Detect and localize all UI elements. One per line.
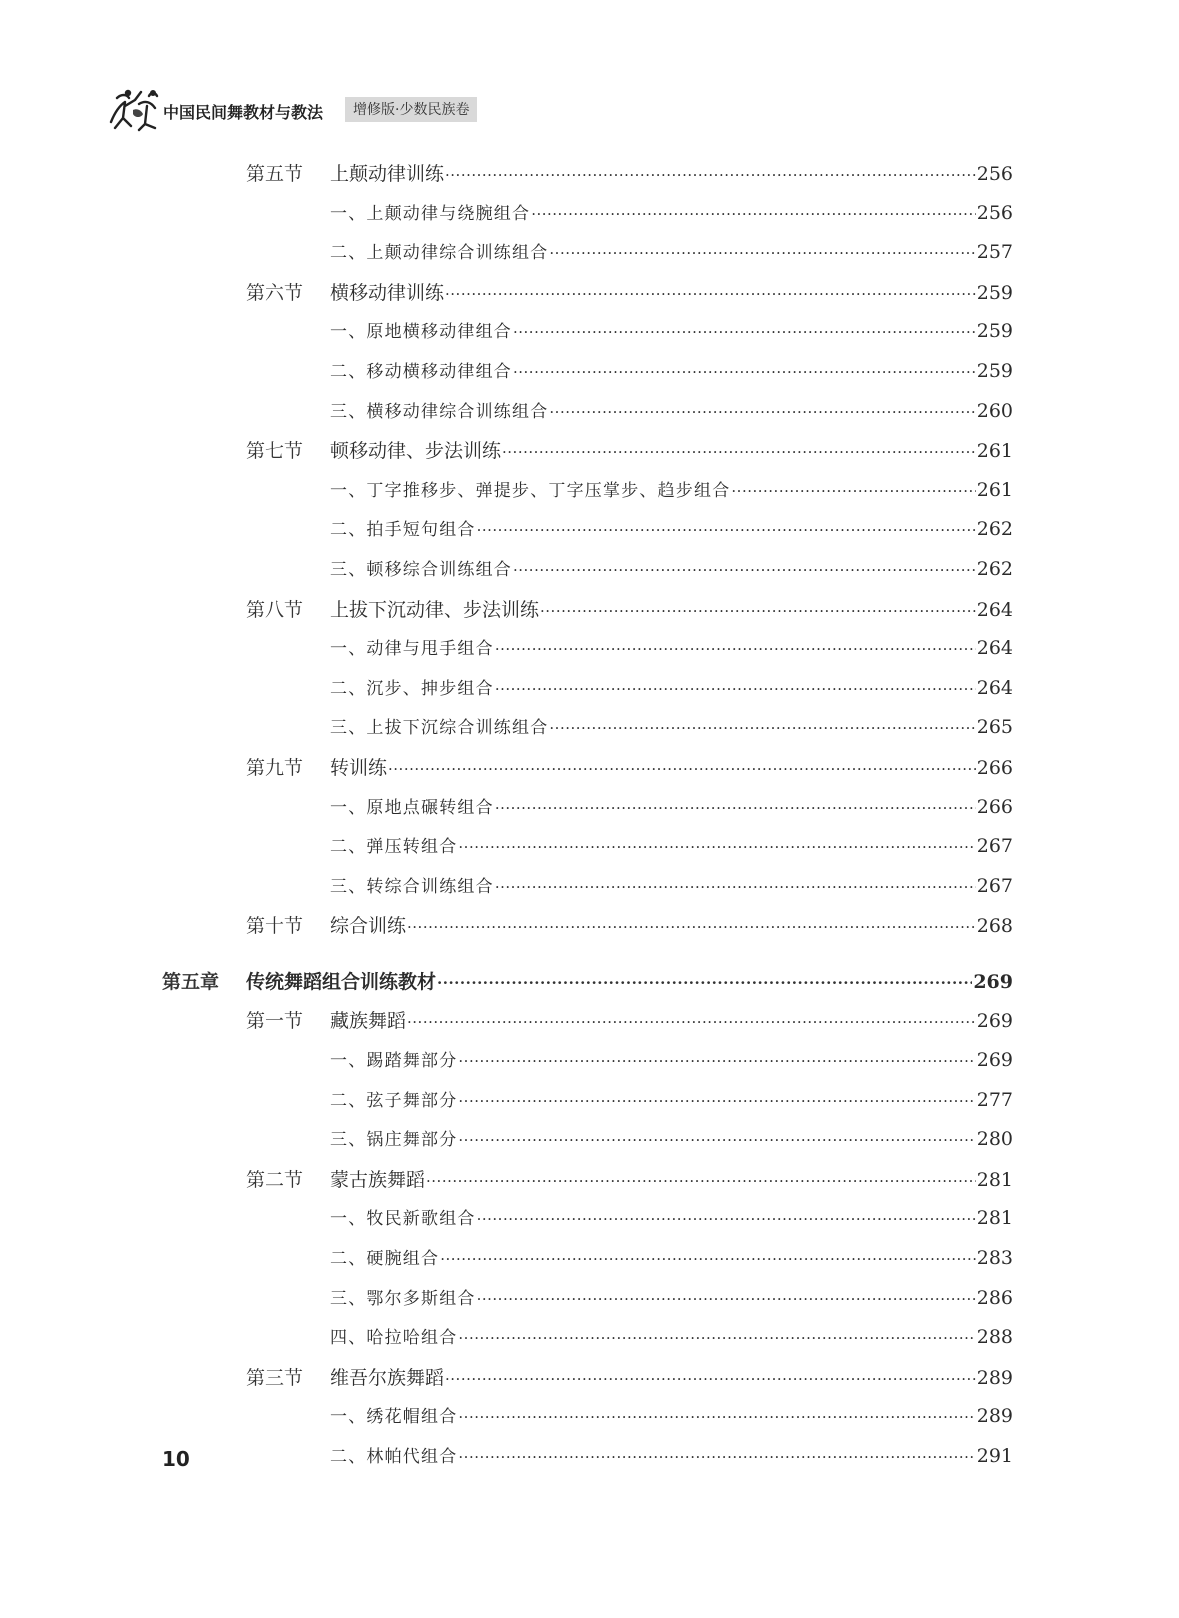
toc-title: 转训练 [330, 756, 388, 779]
toc-page-number: 256 [976, 163, 1013, 185]
toc-title: 三、转综合训练组合 [330, 876, 494, 897]
dot-leader [407, 1013, 976, 1031]
toc-title: 一、原地横移动律组合 [330, 322, 512, 343]
toc-page-number: 262 [976, 557, 1013, 580]
toc-item-entry[interactable] [0, 1280, 1179, 1320]
toc-line [330, 1204, 1013, 1229]
toc-line [330, 397, 1013, 422]
toc-section-label: 第七节 [246, 440, 304, 463]
toc-title: 上颠动律训练 [330, 163, 445, 185]
dot-leader [458, 838, 975, 856]
toc-line [330, 278, 1013, 305]
toc-section-label: 第一节 [246, 1010, 304, 1033]
toc-item-entry[interactable] [0, 551, 1179, 591]
dot-leader [477, 1210, 976, 1228]
toc-page-number: 289 [976, 1405, 1013, 1428]
toc-section-label: 第二节 [246, 1168, 304, 1191]
toc-chapter-label: 第五章 [162, 970, 220, 993]
toc-page-number: 256 [976, 201, 1013, 224]
toc-item-entry[interactable] [0, 1398, 1179, 1438]
toc-line [330, 832, 1013, 857]
dot-leader [495, 680, 976, 698]
toc-title: 一、踢踏舞部分 [330, 1051, 458, 1072]
toc-title: 一、动律与甩手组合 [330, 639, 494, 660]
toc-page-number: 264 [976, 676, 1013, 699]
dot-leader [458, 1448, 975, 1466]
toc-page-number: 260 [976, 399, 1013, 422]
dot-leader [388, 760, 976, 778]
toc-line [330, 595, 1013, 622]
dot-leader [549, 244, 975, 262]
toc-page-number: 268 [976, 915, 1013, 938]
toc-title: 横移动律训练 [330, 281, 445, 304]
dot-leader [458, 1092, 975, 1110]
toc-item-entry[interactable] [0, 511, 1179, 551]
toc-item-entry[interactable] [0, 1082, 1179, 1122]
toc-line [330, 1284, 1013, 1309]
toc-section-entry[interactable] [0, 1359, 1179, 1399]
toc-section-label: 第三节 [246, 1366, 304, 1389]
toc-line [330, 515, 1013, 540]
toc-title: 二、弹压转组合 [330, 837, 458, 858]
toc-page-number: 269 [976, 1010, 1013, 1033]
toc-line [330, 317, 1013, 342]
toc-section-entry[interactable] [0, 1002, 1179, 1042]
table-of-contents [0, 155, 1179, 1478]
toc-item-entry[interactable] [0, 472, 1179, 512]
dot-leader [495, 878, 976, 896]
toc-page-number: 286 [976, 1286, 1013, 1309]
toc-title: 二、移动横移动律组合 [330, 361, 512, 382]
toc-title: 顿移动律、步法训练 [330, 440, 502, 463]
dot-leader [477, 1290, 976, 1308]
toc-line [330, 1165, 1013, 1192]
toc-section-entry[interactable] [0, 1161, 1179, 1201]
toc-page-number: 261 [976, 440, 1013, 463]
toc-line [246, 967, 1013, 994]
book-title: 中国民间舞教材与教法 [163, 103, 324, 122]
toc-page-number: 259 [976, 359, 1013, 382]
toc-item-entry[interactable] [0, 1240, 1179, 1280]
toc-page-number: 259 [976, 281, 1013, 304]
toc-title: 三、上拔下沉综合训练组合 [330, 718, 549, 739]
toc-title: 二、拍手短句组合 [330, 520, 476, 541]
toc-line [330, 674, 1013, 699]
toc-line [330, 793, 1013, 818]
toc-title: 蒙古族舞蹈 [330, 1168, 426, 1191]
toc-line [330, 159, 1013, 186]
toc-page-number: 289 [976, 1366, 1013, 1389]
toc-item-entry[interactable] [0, 195, 1179, 235]
dot-leader [549, 403, 975, 421]
toc-page-number: 280 [976, 1128, 1013, 1151]
dot-leader [458, 1329, 975, 1347]
toc-title: 二、上颠动律综合训练组合 [330, 243, 549, 264]
toc-item-entry[interactable] [0, 1319, 1179, 1359]
toc-title: 传统舞蹈组合训练教材 [246, 970, 437, 993]
dot-leader [731, 482, 975, 500]
toc-section-entry[interactable] [0, 432, 1179, 472]
running-header [105, 84, 525, 134]
dot-leader [458, 1052, 975, 1070]
toc-line [330, 436, 1013, 463]
dot-leader [502, 443, 976, 461]
toc-line [330, 1442, 1013, 1467]
toc-title: 二、弦子舞部分 [330, 1090, 458, 1111]
toc-line [330, 1006, 1013, 1033]
dot-leader [477, 521, 976, 539]
toc-title: 三、横移动律综合训练组合 [330, 401, 549, 422]
toc-title: 一、丁字推移步、弹提步、丁字压掌步、趋步组合 [330, 480, 731, 501]
toc-line [330, 357, 1013, 382]
toc-title: 三、锅庄舞部分 [330, 1130, 458, 1151]
edition-badge: 增修版·少数民族卷 [345, 97, 477, 122]
toc-page-number: 265 [976, 716, 1013, 739]
toc-item-entry[interactable] [0, 393, 1179, 433]
toc-line [330, 1363, 1013, 1390]
toc-title: 二、沉步、抻步组合 [330, 678, 494, 699]
dot-leader [440, 1250, 976, 1268]
dot-leader [458, 1408, 975, 1426]
toc-page-number: 291 [976, 1445, 1013, 1467]
toc-line [330, 753, 1013, 780]
toc-line [330, 1323, 1013, 1348]
toc-section-label: 第九节 [246, 756, 304, 779]
toc-page-number: 281 [976, 1207, 1013, 1230]
toc-line [330, 555, 1013, 580]
toc-item-entry[interactable] [0, 234, 1179, 274]
dot-leader [513, 363, 976, 381]
toc-section-label: 第十节 [246, 915, 304, 938]
toc-page-number: 259 [976, 320, 1013, 343]
toc-title: 三、顿移综合训练组合 [330, 559, 512, 580]
toc-page-number: 266 [976, 756, 1013, 779]
dancer-logo-icon [105, 84, 163, 134]
page-number: 10 [162, 1447, 190, 1471]
dot-leader [458, 1131, 975, 1149]
dot-leader [495, 799, 976, 817]
dot-leader [540, 602, 976, 620]
toc-item-entry[interactable] [0, 630, 1179, 670]
dot-leader [426, 1172, 976, 1190]
toc-title: 二、硬腕组合 [330, 1249, 440, 1270]
toc-line [330, 199, 1013, 224]
toc-title: 二、林帕代组合 [330, 1447, 458, 1467]
toc-line [330, 1125, 1013, 1150]
toc-page-number: 269 [976, 1049, 1013, 1072]
toc-item-entry[interactable] [0, 709, 1179, 749]
toc-title: 上拔下沉动律、步法训练 [330, 598, 540, 621]
toc-section-entry[interactable] [0, 155, 1179, 195]
toc-page-number: 283 [976, 1247, 1013, 1270]
toc-item-entry[interactable] [0, 1200, 1179, 1240]
toc-page-number: 261 [976, 478, 1013, 501]
toc-line [330, 872, 1013, 897]
toc-line [330, 634, 1013, 659]
toc-section-entry[interactable] [0, 749, 1179, 789]
toc-item-entry[interactable] [0, 670, 1179, 710]
toc-line [330, 1086, 1013, 1111]
dot-leader [549, 719, 975, 737]
toc-item-entry[interactable] [0, 789, 1179, 829]
dot-leader [437, 974, 972, 992]
dot-leader [513, 561, 976, 579]
toc-line [330, 476, 1013, 501]
dot-leader [495, 640, 976, 658]
toc-section-label: 第八节 [246, 598, 304, 621]
toc-line [330, 1244, 1013, 1269]
toc-line [330, 911, 1013, 938]
toc-page-number: 269 [973, 970, 1013, 993]
dot-leader [407, 918, 976, 936]
dot-leader [445, 285, 976, 303]
toc-page-number: 277 [976, 1088, 1013, 1111]
toc-item-entry[interactable] [0, 1121, 1179, 1161]
toc-section-entry[interactable] [0, 907, 1179, 947]
toc-title: 维吾尔族舞蹈 [330, 1366, 445, 1389]
toc-item-entry[interactable] [0, 828, 1179, 868]
toc-page-number: 288 [976, 1326, 1013, 1349]
toc-line [330, 713, 1013, 738]
toc-item-entry[interactable] [0, 313, 1179, 353]
dot-leader [445, 1370, 976, 1388]
toc-line [330, 1402, 1013, 1427]
toc-page-number: 281 [976, 1168, 1013, 1191]
toc-page-number: 262 [976, 518, 1013, 541]
toc-item-entry[interactable] [0, 1042, 1179, 1082]
toc-title: 一、牧民新歌组合 [330, 1209, 476, 1230]
toc-page-number: 264 [976, 637, 1013, 660]
toc-title: 一、上颠动律与绕腕组合 [330, 203, 531, 224]
toc-title: 四、哈拉哈组合 [330, 1328, 458, 1349]
dot-leader [531, 205, 976, 223]
toc-chapter-entry[interactable] [0, 963, 1179, 1003]
toc-item-entry[interactable] [0, 353, 1179, 393]
toc-title: 三、鄂尔多斯组合 [330, 1288, 476, 1309]
dot-leader [445, 166, 976, 184]
toc-page-number: 264 [976, 598, 1013, 621]
toc-title: 一、绣花帽组合 [330, 1407, 458, 1428]
toc-line [330, 238, 1013, 263]
toc-section-label: 第六节 [246, 281, 304, 304]
toc-page-number: 267 [976, 835, 1013, 858]
dot-leader [513, 323, 976, 341]
toc-section-entry[interactable] [0, 591, 1179, 631]
toc-page-number: 267 [976, 874, 1013, 897]
toc-title: 藏族舞蹈 [330, 1010, 407, 1033]
toc-section-label: 第五节 [246, 163, 304, 185]
toc-section-entry[interactable] [0, 274, 1179, 314]
toc-title: 综合训练 [330, 915, 407, 938]
toc-title: 一、原地点碾转组合 [330, 797, 494, 818]
toc-page-number: 266 [976, 795, 1013, 818]
toc-line [330, 1046, 1013, 1071]
toc-page-number: 257 [976, 241, 1013, 264]
toc-item-entry[interactable] [0, 868, 1179, 908]
